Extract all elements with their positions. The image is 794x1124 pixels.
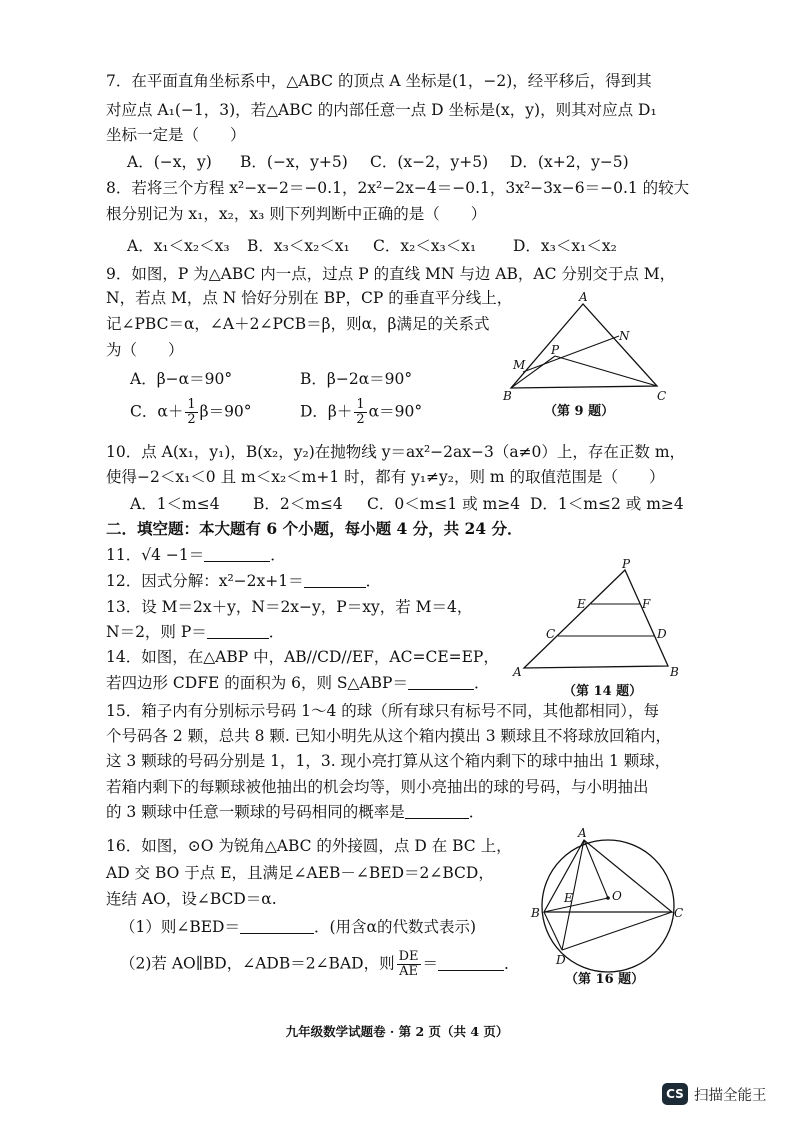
q8-option-d: D．x₃＜x₁＜x₂ bbox=[513, 237, 617, 255]
q14-answer-blank[interactable] bbox=[408, 673, 474, 690]
q16-line-1: 16．如图，⊙O 为锐角△ABC 的外接圆，点 D 在 BC 上， bbox=[106, 837, 512, 855]
q9-label-b: B bbox=[503, 389, 512, 403]
q7-line-1: 7．在平面直角坐标系中，△ABC 的顶点 A 坐标是(1，−2)，经平移后，得到其 bbox=[106, 72, 652, 90]
q9-triangle-figure bbox=[495, 290, 675, 405]
q9-option-a: A．β−α＝90° bbox=[130, 370, 233, 388]
q8-option-c: C．x₂＜x₃＜x₁ bbox=[373, 237, 477, 255]
q9-line-4: 为（ ） bbox=[106, 341, 184, 359]
q14-label-c: C bbox=[546, 627, 556, 641]
q10-option-c: C．0＜m≤1 或 m≥4 bbox=[367, 495, 521, 513]
q10-line-1: 10．点 A(x₁，y₁)，B(x₂，y₂)在抛物线 y＝ax²−2ax−3（a≠0）上，存在正数 m， bbox=[106, 443, 686, 461]
q15-answer-blank[interactable] bbox=[405, 802, 469, 819]
q15-line-4: 若箱内剩下的每颗球被他抽出的机会均等，则小亮抽出的球的号码，与小明抽出 bbox=[106, 778, 649, 796]
q9-caption: （第 9 题） bbox=[544, 404, 615, 419]
q14-line-2: 若四边形 CDFE 的面积为 6，则 S△ABP＝ ． bbox=[106, 674, 490, 692]
q12: 12．因式分解：x²−2x+1＝ ． bbox=[106, 572, 382, 590]
q16-part-2-answer-blank[interactable] bbox=[438, 954, 504, 971]
q9-line-1: 9．如图，P 为△ABC 内一点，过点 P 的直线 MN 与边 AB，AC 分别交于点 M， bbox=[106, 265, 676, 283]
q10-option-d: D．1＜m≤2 或 m≥4 bbox=[530, 495, 684, 513]
q7-option-d: D．(x+2，y−5) bbox=[510, 153, 629, 171]
q8-line-2: 根分别记为 x₁，x₂，x₃ 则下列判断中正确的是（ ） bbox=[106, 205, 487, 223]
scanner-watermark bbox=[662, 1083, 767, 1105]
q9-d-fraction: $\frac{1}{2}$ bbox=[356, 397, 365, 427]
q7-option-c: C．(x−2，y+5) bbox=[370, 153, 489, 171]
q16-line-2: AD 交 BO 于点 E，且满足∠AEB－∠BED＝2∠BCD， bbox=[106, 864, 494, 882]
q14-label-a: A bbox=[513, 665, 522, 679]
q16-label-c: C bbox=[674, 906, 684, 920]
q16-label-o: O bbox=[612, 889, 622, 903]
q14-label-p: P bbox=[622, 558, 631, 571]
q9-label-c: C bbox=[657, 389, 667, 403]
q9-line-2: N，若点 M，点 N 恰好分别在 BP，CP 的垂直平分线上， bbox=[106, 289, 513, 307]
q14-label-b: B bbox=[670, 665, 679, 679]
q16-part-1-answer-blank[interactable] bbox=[240, 917, 314, 934]
q9-label-a: A bbox=[579, 290, 588, 304]
q16-circle-figure bbox=[528, 826, 690, 974]
q7-option-b: B．(−x，y+5) bbox=[240, 153, 348, 171]
q8-option-a: A．x₁＜x₂＜x₃ bbox=[127, 237, 230, 255]
scanner-logo-icon: CS bbox=[662, 1083, 688, 1105]
q16-label-d: D bbox=[556, 953, 566, 967]
q12-answer-blank[interactable] bbox=[304, 571, 366, 588]
section-2-heading: 二．填空题：本大题有 6 个小题，每小题 4 分，共 24 分． bbox=[106, 519, 523, 538]
q9-c-fraction: $\frac{1}{2}$ bbox=[187, 397, 196, 427]
q9-line-3: 记∠PBC＝α，∠A＋2∠PCB＝β，则α，β满足的关系式 bbox=[106, 315, 490, 333]
q16-label-e: E bbox=[564, 891, 573, 905]
q16-caption: （第 16 题） bbox=[565, 972, 645, 987]
q16-fraction: $\frac{DE}{AE}$ bbox=[398, 949, 419, 979]
q14-triangle-figure bbox=[510, 558, 690, 682]
q14-line-1: 14．如图，在△ABP 中，AB//CD//EF，AC=CE=EP， bbox=[106, 648, 499, 666]
q14-label-d: D bbox=[657, 627, 667, 641]
q10-line-2: 使得−2＜x₁＜0 且 m＜x₂＜m+1 时，都有 y₁≠y₂，则 m 的取值范围是（ ） bbox=[106, 468, 665, 486]
q14-caption: （第 14 题） bbox=[563, 684, 643, 699]
q16-part-1: （1）则∠BED＝ ．(用含α的代数式表示) bbox=[120, 918, 477, 936]
q13-answer-blank[interactable] bbox=[207, 622, 269, 639]
q16-part-2: （2)若 AO∥BD，∠ADB＝2∠BAD，则 $\frac{DE}{AE}$ ＝ ． bbox=[120, 949, 520, 979]
q9-label-m: M bbox=[513, 358, 526, 372]
scanner-name: 扫描全能王 bbox=[694, 1087, 767, 1104]
q13-line-2: N＝2，则 P＝ ． bbox=[106, 623, 285, 641]
q10-option-b: B．2＜m≤4 bbox=[253, 495, 343, 513]
q8-line-1: 8．若将三个方程 x²−x−2＝−0.1，2x²−2x−4＝−0.1，3x²−3x−6＝−0.1 的较大 bbox=[106, 179, 690, 197]
q14-label-e: E bbox=[577, 597, 586, 611]
q9-option-c: C．α＋ $\frac{1}{2}$ β＝90° bbox=[130, 397, 252, 427]
q10-option-a: A．1＜m≤4 bbox=[130, 495, 220, 513]
q7-option-a: A．(−x，y) bbox=[127, 153, 212, 171]
q15-line-2: 个号码各 2 颗，总共 8 颗. 已知小明先从这个箱内摸出 3 颗球且不将球放回箱内， bbox=[106, 727, 672, 745]
q9-option-b: B．β−2α＝90° bbox=[300, 370, 413, 388]
q11: 11．√4 −1＝ ． bbox=[106, 546, 286, 564]
q16-label-a: A bbox=[578, 826, 587, 840]
q8-option-b: B．x₃＜x₂＜x₁ bbox=[247, 237, 350, 255]
q16-line-3: 连结 AO，设∠BCD＝α. bbox=[106, 890, 277, 908]
q7-line-3: 坐标一定是（ ） bbox=[106, 126, 246, 144]
page-footer: 九年级数学试题卷 · 第 2 页（共 4 页） bbox=[285, 1024, 509, 1039]
q7-line-2: 对应点 A₁(−1，3)，若△ABC 的内部任意一点 D 坐标是(x，y)，则其对应点 D₁ bbox=[106, 101, 657, 119]
q15-line-3: 这 3 颗球的号码分别是 1，1，3. 现小亮打算从这个箱内剩下的球中抽出 1 颗球， bbox=[106, 752, 671, 770]
q9-label-p: P bbox=[551, 343, 560, 357]
q9-option-d: D．β＋ $\frac{1}{2}$ α＝90° bbox=[300, 397, 423, 427]
q16-label-b: B bbox=[531, 906, 540, 920]
q15-line-1: 15．箱子内有分别标示号码 1～4 的球（所有球只有标号不同，其他都相同），每 bbox=[106, 702, 660, 720]
q13-line-1: 13．设 M＝2x＋y，N＝2x−y，P＝xy，若 M＝4， bbox=[106, 598, 473, 616]
q14-label-f: F bbox=[642, 597, 651, 611]
q9-label-n: N bbox=[619, 329, 630, 343]
q11-answer-blank[interactable] bbox=[204, 545, 270, 562]
q15-line-5: 的 3 颗球中任意一颗球的号码相同的概率是 ． bbox=[106, 803, 485, 821]
